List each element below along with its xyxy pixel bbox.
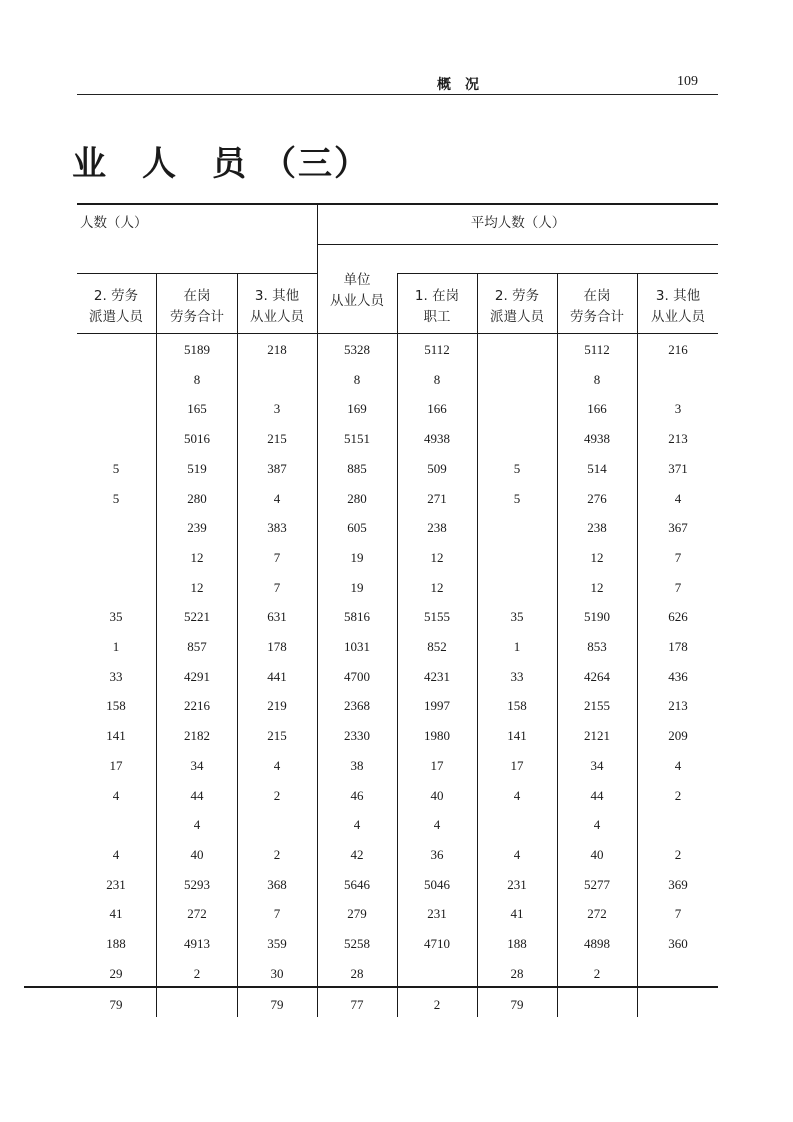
- table-cell: 141: [507, 728, 527, 744]
- table-cell: 8: [353, 371, 361, 387]
- table-cell: 79: [109, 997, 123, 1013]
- title-char: 员: [212, 144, 248, 184]
- table-cell: 44: [590, 787, 604, 803]
- table-cell: 367: [668, 520, 688, 536]
- group-header-average: 平均人数（人）: [470, 215, 566, 231]
- table-cell: 5: [513, 490, 521, 506]
- table-cell: 209: [668, 728, 688, 744]
- table-cell: 1031: [344, 639, 370, 654]
- table-cell: 1: [513, 639, 521, 654]
- table-cell: 213: [668, 431, 688, 447]
- table-cell: 19: [350, 579, 364, 595]
- table-cell: 12: [430, 549, 444, 565]
- table-cell: 4: [674, 757, 682, 773]
- table-cell: 7: [273, 906, 281, 922]
- table-cell: 165: [187, 401, 207, 417]
- table-cell: 40: [430, 787, 444, 803]
- table-cell: 271: [427, 490, 447, 506]
- table-cell: 35: [510, 609, 524, 625]
- table-cell: 5: [112, 460, 120, 476]
- table-cell: 216: [668, 342, 688, 357]
- table-cell: 5: [112, 490, 120, 506]
- table-cell: 36: [430, 846, 444, 862]
- header-rule: [318, 244, 718, 245]
- table-cell: 2: [273, 846, 281, 862]
- table-cell: 213: [668, 698, 688, 714]
- table-cell: 3: [273, 401, 281, 417]
- table-cell: 4: [353, 817, 361, 833]
- table-cell: 30: [270, 965, 284, 981]
- table-cell: 12: [190, 579, 204, 595]
- table-cell: 4: [593, 817, 601, 833]
- table-cell: 41: [109, 906, 123, 922]
- table-cell: 383: [267, 520, 287, 536]
- table-cell: 853: [587, 639, 607, 654]
- table-cell: 4: [273, 490, 281, 506]
- table-cell: 12: [430, 579, 444, 595]
- column-header: 在岗 劳务合计: [170, 288, 224, 325]
- table-cell: 34: [190, 757, 204, 773]
- table-cell: 272: [187, 906, 207, 922]
- table-cell: 231: [507, 876, 527, 892]
- table-cell: 279: [347, 906, 367, 922]
- table-cell: 5646: [344, 876, 370, 892]
- table-cell: 238: [427, 520, 447, 536]
- table-cell: 79: [510, 997, 524, 1013]
- table-cell: 436: [668, 668, 688, 684]
- table-cell: 280: [187, 490, 207, 506]
- table-cell: 2121: [584, 728, 610, 744]
- table-cell: 231: [427, 906, 447, 922]
- table-cell: 852: [427, 639, 447, 654]
- table-cell: 188: [106, 936, 126, 951]
- table-cell: 272: [587, 906, 607, 922]
- table-cell: 7: [674, 549, 682, 565]
- table-cell: 7: [273, 549, 281, 565]
- table-cell: 4: [433, 817, 441, 833]
- table-cell: 5816: [344, 609, 370, 625]
- table-cell: 4: [513, 846, 521, 862]
- fold-rule: [24, 986, 718, 988]
- table-cell: 8: [193, 371, 201, 387]
- table-cell: 8: [593, 371, 601, 387]
- table-cell: 4913: [184, 936, 210, 951]
- table-cell: 215: [267, 431, 287, 447]
- table-cell: 158: [106, 698, 126, 714]
- table-cell: 34: [590, 757, 604, 773]
- title-char: 业: [72, 144, 108, 184]
- table-cell: 17: [430, 757, 444, 773]
- column-header: 3. 其他 从业人员: [651, 288, 705, 325]
- table-cell: 77: [350, 997, 364, 1013]
- table-cell: 238: [587, 520, 607, 536]
- table-cell: 2155: [584, 698, 610, 714]
- group-header-count: 人数（人）: [80, 215, 148, 231]
- table-cell: 4: [273, 757, 281, 773]
- table-cell: 12: [590, 579, 604, 595]
- table-cell: 2: [674, 846, 682, 862]
- table-cell: 5046: [424, 876, 450, 892]
- table-cell: 239: [187, 520, 207, 536]
- table-cell: 2330: [344, 728, 370, 744]
- table-top-rule: [77, 203, 718, 205]
- table-cell: 7: [273, 579, 281, 595]
- table-cell: 387: [267, 460, 287, 476]
- section-title: 概 况: [437, 77, 479, 93]
- table-cell: 4264: [584, 668, 610, 684]
- table-cell: 4: [112, 846, 120, 862]
- title-char: （三）: [262, 144, 370, 184]
- table-cell: 5221: [184, 609, 210, 625]
- table-cell: 41: [510, 906, 524, 922]
- table-cell: 626: [668, 609, 688, 625]
- table-cell: 4231: [424, 668, 450, 684]
- table-cell: 7: [674, 906, 682, 922]
- table-cell: 19: [350, 549, 364, 565]
- table-cell: 5155: [424, 609, 450, 625]
- table-cell: 33: [109, 668, 123, 684]
- table-cell: 33: [510, 668, 524, 684]
- page-number: 109: [677, 74, 698, 89]
- column-header: 1. 在岗 职工: [414, 288, 460, 325]
- table-cell: 509: [427, 460, 447, 476]
- table-cell: 28: [350, 965, 364, 981]
- table-cell: 141: [106, 728, 126, 744]
- table-cell: 4: [112, 787, 120, 803]
- table-cell: 371: [668, 460, 688, 476]
- table-cell: 5151: [344, 431, 370, 447]
- table-cell: 4: [513, 787, 521, 803]
- table-cell: 5328: [344, 342, 370, 357]
- table-cell: 5293: [184, 876, 210, 892]
- table-cell: 5112: [424, 342, 450, 357]
- table-cell: 218: [267, 342, 287, 357]
- table-cell: 4938: [584, 431, 610, 447]
- table-cell: 5: [513, 460, 521, 476]
- table-cell: 219: [267, 698, 287, 714]
- table-cell: 215: [267, 728, 287, 744]
- table-cell: 5112: [584, 342, 610, 357]
- table-cell: 2: [433, 997, 441, 1013]
- table-cell: 2: [273, 787, 281, 803]
- table-cell: 4898: [584, 936, 610, 951]
- table-cell: 631: [267, 609, 287, 625]
- column-header: 单位 从业人员: [330, 272, 384, 309]
- table-cell: 857: [187, 639, 207, 654]
- table-cell: 158: [507, 698, 527, 714]
- table-cell: 4291: [184, 668, 210, 684]
- table-cell: 5277: [584, 876, 610, 892]
- table-cell: 280: [347, 490, 367, 506]
- table-cell: 514: [587, 460, 607, 476]
- table-cell: 38: [350, 757, 364, 773]
- table-cell: 40: [590, 846, 604, 862]
- table-cell: 368: [267, 876, 287, 892]
- table-cell: 5189: [184, 342, 210, 357]
- column-header: 2. 劳务 派遣人员: [89, 288, 143, 325]
- table-cell: 2: [193, 965, 201, 981]
- table-cell: 42: [350, 846, 364, 862]
- table-cell: 369: [668, 876, 688, 892]
- table-cell: 2: [674, 787, 682, 803]
- table-cell: 46: [350, 787, 364, 803]
- table-cell: 4: [674, 490, 682, 506]
- table-cell: 40: [190, 846, 204, 862]
- table-cell: 166: [587, 401, 607, 417]
- column-header: 3. 其他 从业人员: [250, 288, 304, 325]
- table-cell: 360: [668, 936, 688, 951]
- table-cell: 2216: [184, 698, 210, 714]
- table-cell: 17: [109, 757, 123, 773]
- table-cell: 1: [112, 639, 120, 654]
- table-cell: 188: [507, 936, 527, 951]
- table-cell: 3: [674, 401, 682, 417]
- column-header: 2. 劳务 派遣人员: [490, 288, 544, 325]
- table-cell: 4: [193, 817, 201, 833]
- table-cell: 12: [190, 549, 204, 565]
- header-rule: [77, 273, 318, 274]
- table-cell: 79: [270, 997, 284, 1013]
- table-cell: 231: [106, 876, 126, 892]
- table-cell: 605: [347, 520, 367, 536]
- table-cell: 276: [587, 490, 607, 506]
- table-cell: 4938: [424, 431, 450, 447]
- table-cell: 169: [347, 401, 367, 417]
- table-cell: 8: [433, 371, 441, 387]
- table-cell: 2: [593, 965, 601, 981]
- table-cell: 441: [267, 668, 287, 684]
- column-header: 在岗 劳务合计: [570, 288, 624, 325]
- table-cell: 28: [510, 965, 524, 981]
- table-cell: 12: [590, 549, 604, 565]
- table-cell: 5190: [584, 609, 610, 625]
- table-cell: 885: [347, 460, 367, 476]
- table-cell: 359: [267, 936, 287, 951]
- table-cell: 1997: [424, 698, 450, 714]
- table-cell: 178: [668, 639, 688, 654]
- table-cell: 178: [267, 639, 287, 654]
- table-cell: 29: [109, 965, 123, 981]
- table-cell: 4700: [344, 668, 370, 684]
- table-cell: 1980: [424, 728, 450, 744]
- table-cell: 2368: [344, 698, 370, 714]
- table-cell: 17: [510, 757, 524, 773]
- table-cell: 166: [427, 401, 447, 417]
- table-cell: 35: [109, 609, 123, 625]
- table-cell: 44: [190, 787, 204, 803]
- title-char: 人: [142, 144, 178, 184]
- table-cell: 519: [187, 460, 207, 476]
- table-cell: 7: [674, 579, 682, 595]
- table-cell: 5258: [344, 936, 370, 951]
- table-cell: 4710: [424, 936, 450, 951]
- table-cell: 5016: [184, 431, 210, 447]
- table-cell: 2182: [184, 728, 210, 744]
